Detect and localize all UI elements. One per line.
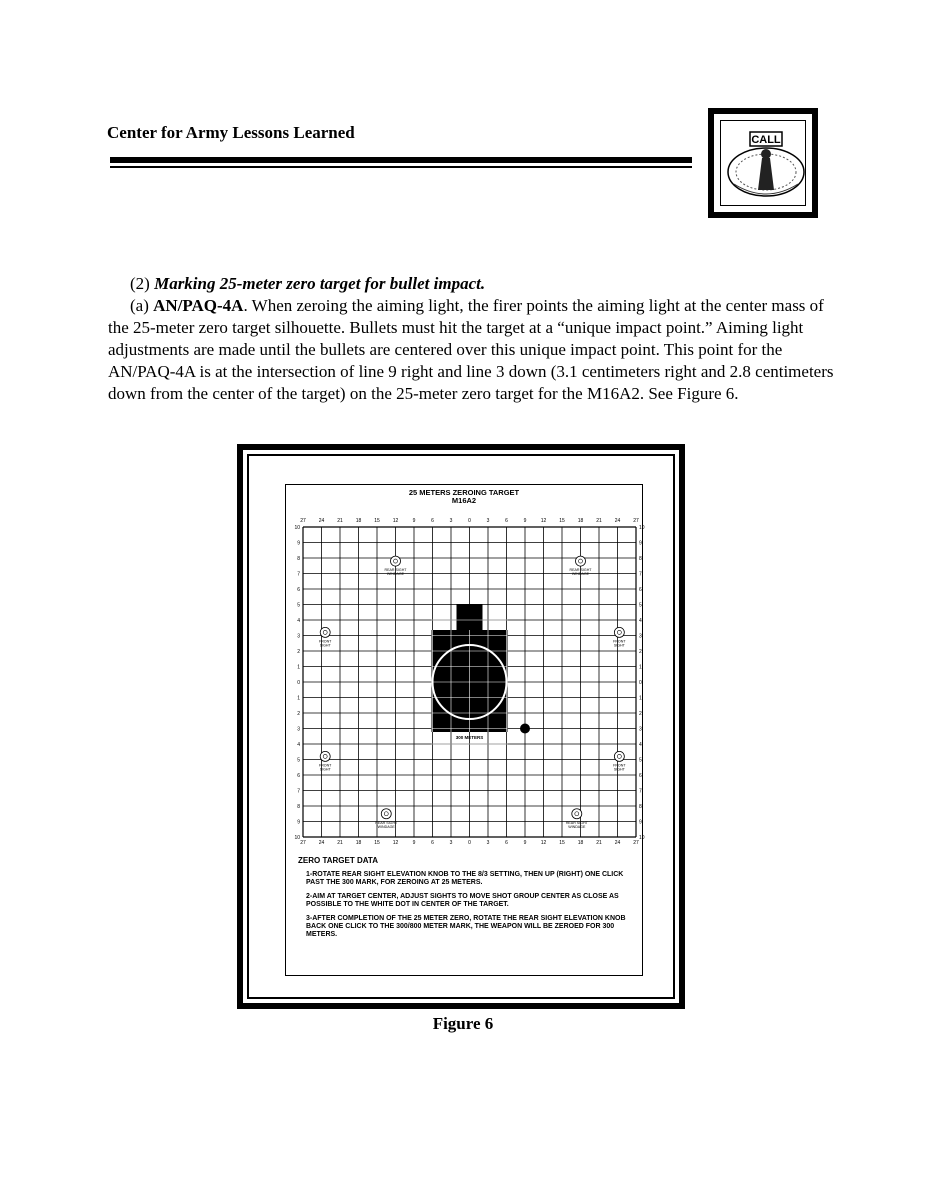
column-label: 9 — [523, 518, 527, 524]
column-label: 18 — [577, 840, 584, 846]
sight-dial-icon — [320, 627, 330, 637]
sight-dial-label: SIGHT — [319, 643, 331, 648]
column-label: 12 — [540, 518, 547, 524]
sight-dial-label: FRONT — [319, 639, 332, 644]
row-label: 6 — [639, 773, 642, 779]
row-label: 6 — [297, 587, 300, 593]
zero-data-step: 1-ROTATE REAR SIGHT ELEVATION KNOB TO THE 8/3 SETTING, THEN UP (RIGHT) ONE CLICK PAST THE 300 MARK, FOR ZEROING AT 25 METERS. — [306, 871, 624, 886]
row-label: 3 — [639, 633, 642, 640]
column-label: 15 — [559, 840, 565, 846]
sight-dial-label: WINDAGE — [568, 824, 586, 829]
column-label: 15 — [559, 518, 565, 524]
target-title: 25 METERS ZEROING TARGET M16A2 — [408, 488, 520, 505]
zero-data-heading: ZERO TARGET DATA — [298, 856, 378, 865]
column-label: 24 — [614, 840, 621, 846]
sight-dial-label: WINDAGE — [571, 572, 590, 577]
row-label: 2 — [297, 649, 300, 655]
row-label: 6 — [639, 587, 642, 593]
row-label: 7 — [639, 788, 642, 795]
row-label: 5 — [297, 602, 300, 609]
sight-dial-label: SIGHT — [613, 767, 625, 772]
section-heading: (2) Marking 25-meter zero target for bullet impact. — [130, 274, 486, 293]
row-label: 9 — [639, 819, 642, 826]
sight-dial-icon — [576, 556, 586, 566]
sight-dial-label: SIGHT — [613, 643, 625, 648]
row-label: 2 — [639, 711, 642, 717]
row-label: 8 — [639, 556, 642, 562]
row-label: 7 — [297, 571, 300, 578]
row-label: 10 — [639, 835, 645, 841]
column-label: 15 — [374, 840, 380, 846]
column-label: 27 — [300, 518, 306, 524]
row-label: 0 — [297, 680, 300, 686]
column-label: 27 — [633, 840, 639, 846]
header-rule-thin — [110, 166, 692, 168]
sight-dial-label: SIGHT — [319, 767, 331, 772]
row-label: 5 — [639, 757, 642, 764]
column-label: 0 — [468, 840, 471, 846]
row-label: 0 — [639, 680, 642, 686]
sight-dial-icon — [614, 627, 624, 637]
column-label: 21 — [337, 518, 343, 524]
logo-label: CALL — [751, 134, 781, 146]
device-name: AN/PAQ-4A — [153, 296, 244, 315]
row-label: 5 — [639, 602, 642, 609]
body-text — [108, 273, 838, 405]
row-label: 1 — [297, 695, 300, 702]
row-label: 7 — [297, 788, 300, 795]
column-label: 9 — [523, 840, 527, 846]
zero-target-data — [298, 857, 628, 945]
call-logo — [708, 108, 818, 218]
row-label: 2 — [297, 711, 300, 717]
column-label: 12 — [392, 518, 399, 524]
column-label: 6 — [505, 840, 508, 846]
row-label: 6 — [297, 773, 300, 779]
sight-dial-icon — [320, 751, 330, 761]
sight-dial-label: WINDAGE — [377, 824, 395, 829]
row-label: 7 — [639, 571, 642, 578]
header-title: Center for Army Lessons Learned — [107, 123, 355, 142]
column-label: 24 — [318, 840, 325, 846]
sight-dial-label: REAR SIGHT — [569, 568, 592, 573]
column-label: 18 — [355, 518, 362, 524]
figure-caption: Figure 6 — [432, 1014, 494, 1033]
column-label: 21 — [596, 518, 602, 524]
column-label: 15 — [374, 518, 380, 524]
row-label: 4 — [297, 742, 300, 748]
column-label: 3 — [486, 840, 490, 846]
column-label: 6 — [431, 518, 434, 524]
column-label: 3 — [449, 518, 453, 524]
column-label: 12 — [392, 840, 399, 846]
column-label: 24 — [318, 518, 325, 524]
column-label: 6 — [431, 840, 434, 846]
row-label: 1 — [639, 695, 642, 702]
paragraph-a: (a) AN/PAQ-4A. When zeroing the aiming light, the firer points the aiming light at the center mass of the 25-meter zero target silhouette. Bullets must hit the target at a “unique impact point.” Aiming light adjustments are made until the bullets are centered over this unique impact point. This point for the AN/PAQ-4A is at the intersection of line 9 right and line 3 down (3.1 centimeters right and 2.8 centimeters down from the center of the target) on the 25-meter zero target for the M16A2. See Figure 6. — [108, 296, 834, 403]
row-label: 4 — [297, 618, 300, 624]
sight-dial-icon — [391, 556, 401, 566]
zero-data-step: 3-AFTER COMPLETION OF THE 25 METER ZERO, ROTATE THE REAR SIGHT ELEVATION KNOB BACK ONE CLICK TO THE 300/800 METER MARK, THE WEAPON WILL BE ZEROED FOR 300 METERS. — [306, 915, 626, 938]
row-label: 4 — [639, 742, 642, 748]
column-label: 9 — [412, 518, 416, 524]
row-label: 8 — [639, 804, 642, 810]
sight-dial-icon — [614, 751, 624, 761]
row-label: 4 — [639, 618, 642, 624]
column-label: 24 — [614, 518, 621, 524]
sight-dial-label: REAR SIGHT — [384, 568, 407, 573]
section-heading-text: Marking 25-meter zero target for bullet impact. — [154, 274, 486, 293]
sight-dial-label: FRONT — [613, 639, 626, 644]
column-label: 18 — [355, 840, 362, 846]
column-label: 6 — [505, 518, 508, 524]
row-label: 5 — [297, 757, 300, 764]
call-logo-icon — [724, 124, 808, 208]
column-label: 27 — [300, 840, 306, 846]
header-rule-thick — [110, 157, 692, 163]
row-label: 2 — [639, 649, 642, 655]
row-label: 10 — [294, 835, 300, 841]
column-label: 9 — [412, 840, 416, 846]
column-label: 21 — [337, 840, 343, 846]
sight-dial-label: REAR SIGHT — [375, 820, 398, 825]
sight-dial-label: FRONT — [613, 763, 626, 768]
column-label: 18 — [577, 518, 584, 524]
row-label: 9 — [297, 540, 300, 547]
impact-point-marker — [520, 724, 530, 734]
row-label: 9 — [297, 819, 300, 826]
row-label: 9 — [639, 540, 642, 547]
sight-dial-icon — [381, 809, 391, 819]
silhouette-label: 300 METERS — [455, 735, 484, 740]
sight-dial-label: WINDAGE — [386, 572, 405, 577]
row-label: 3 — [297, 726, 300, 733]
row-label: 8 — [297, 556, 300, 562]
row-label: 10 — [639, 525, 645, 531]
row-label: 8 — [297, 804, 300, 810]
row-label: 3 — [639, 726, 642, 733]
column-label: 21 — [596, 840, 602, 846]
paragraph-a-text: . When zeroing the aiming light, the firer points the aiming light at the center mass of the 25-meter zero target silhouette. Bullets must hit the target at a “unique impact point.” Aiming light adjustments are made until the bullets are centered over this unique impact point. This point for the AN/PAQ-4A is at the intersection of line 9 right and line 3 down (3.1 centimeters right and 2.8 centimeters down from the center of the target) on the 25-meter zero target for the M16A2. See Figure 6. — [108, 296, 834, 403]
column-label: 3 — [449, 840, 453, 846]
sight-dial-icon — [572, 809, 582, 819]
zero-data-step: 2-AIM AT TARGET CENTER, ADJUST SIGHTS TO MOVE SHOT GROUP CENTER AS CLOSE AS POSSIBLE TO THE WHITE DOT IN CENTER OF THE TARGET. — [306, 893, 619, 908]
sight-dial-label: FRONT — [319, 763, 332, 768]
sight-dial-label: REAR SIGHT — [565, 820, 588, 825]
column-label: 27 — [633, 518, 639, 524]
row-label: 1 — [639, 664, 642, 671]
column-label: 12 — [540, 840, 547, 846]
row-label: 1 — [297, 664, 300, 671]
column-label: 3 — [486, 518, 490, 524]
row-label: 10 — [294, 525, 300, 531]
column-label: 0 — [468, 518, 471, 524]
zeroing-target — [285, 484, 643, 976]
row-label: 3 — [297, 633, 300, 640]
target-grid — [286, 485, 644, 855]
